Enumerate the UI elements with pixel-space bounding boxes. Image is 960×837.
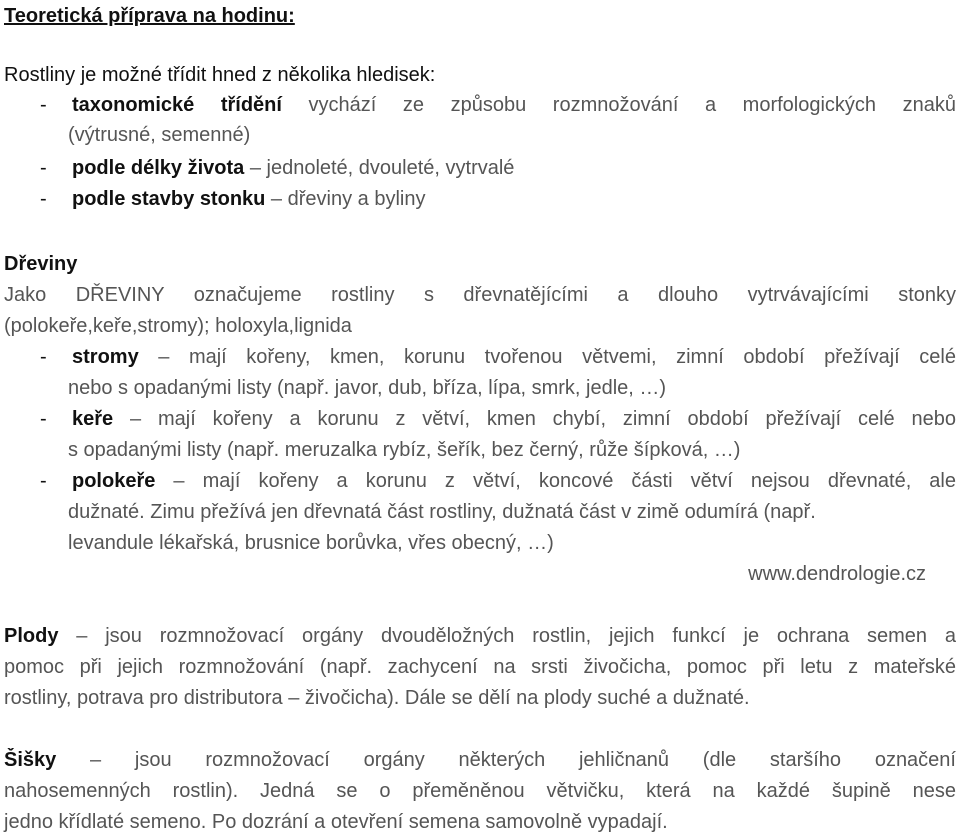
sisky-term: Šišky	[4, 749, 57, 771]
dreviny-text: – mají kořeny a korunu z větví, kmen chybí, zimní období přežívají celé nebo	[113, 408, 956, 430]
list-dash: -	[40, 346, 47, 368]
dreviny-item-continuation: nebo s opadanými listy (např. javor, dub, bříza, lípa, smrk, jedle, …)	[68, 377, 667, 399]
page-heading: Teoretická příprava na hodinu:	[4, 5, 295, 27]
dreviny-term: polokeře	[72, 470, 156, 492]
list-dash: -	[40, 188, 47, 210]
dreviny-title: Dřeviny	[4, 253, 78, 275]
list-dash: -	[40, 94, 47, 116]
list-dash: -	[40, 157, 47, 179]
plody-line-1	[4, 624, 956, 648]
source-link[interactable]: www.dendrologie.cz	[748, 563, 926, 585]
classification-text: vychází ze způsobu rozmnožování a morfologických znaků	[281, 94, 956, 116]
dreviny-term: stromy	[72, 346, 139, 368]
plody-term: Plody	[4, 625, 59, 647]
dreviny-line-1: Jako DŘEVINY označujeme rostliny s dřevnatějícími a dlouho vytrvávajícími stonky	[4, 284, 956, 306]
classification-item-line	[72, 93, 956, 117]
dreviny-line-2: (polokeře,keře,stromy); holoxyla,lignida	[4, 315, 352, 337]
classification-item-continuation: (výtrusné, semenné)	[68, 124, 251, 146]
sisky-line-1	[4, 748, 956, 772]
dreviny-term: keře	[72, 408, 114, 430]
classification-term: taxonomické třídění	[72, 94, 282, 116]
classification-text: – dřeviny a byliny	[265, 188, 426, 210]
dreviny-item-continuation: levandule lékařská, brusnice borůvka, vřes obecný, …)	[68, 532, 554, 554]
sisky-text: – jsou rozmnožovací orgány některých jehličnanů (dle staršího označení	[56, 749, 956, 771]
classification-text: – jednoleté, dvouleté, vytrvalé	[244, 157, 515, 179]
dreviny-item-continuation: s opadanými listy (např. meruzalka rybíz, šeřík, bez černý, růže šípková, …)	[68, 439, 741, 461]
list-dash: -	[40, 408, 47, 430]
classification-term: podle délky života	[72, 157, 245, 179]
plody-text: – jsou rozmnožovací orgány dvouděložných rostlin, jejich funkcí je ochrana semen a	[58, 625, 956, 647]
list-dash: -	[40, 470, 47, 492]
dreviny-text: – mají kořeny a korunu z větví, koncové části větví nejsou dřevnaté, ale	[155, 470, 956, 492]
sisky-line-3: jedno křídlaté semeno. Po dozrání a otevření semena samovolně vypadají.	[4, 811, 668, 833]
plody-line-2: pomoc při jejich rozmnožování (např. zachycení na srsti živočicha, pomoc při letu z mateřské	[4, 656, 956, 678]
dreviny-text: – mají kořeny, kmen, korunu tvořenou větvemi, zimní období přežívají celé	[138, 346, 956, 368]
dreviny-item-continuation: dužnaté. Zimu přežívá jen dřevnatá část rostliny, dužnatá část v zimě odumírá (např.	[68, 501, 816, 523]
classification-term: podle stavby stonku	[72, 188, 266, 210]
sisky-line-2: nahosemenných rostlin). Jedná se o přeměněnou větvičku, která na každé šupině nese	[4, 780, 956, 802]
classification-intro: Rostliny je možné třídit hned z několika hledisek:	[4, 64, 436, 86]
plody-line-3: rostliny, potrava pro distributora – živočicha). Dále se dělí na plody suché a dužnaté.	[4, 687, 750, 709]
